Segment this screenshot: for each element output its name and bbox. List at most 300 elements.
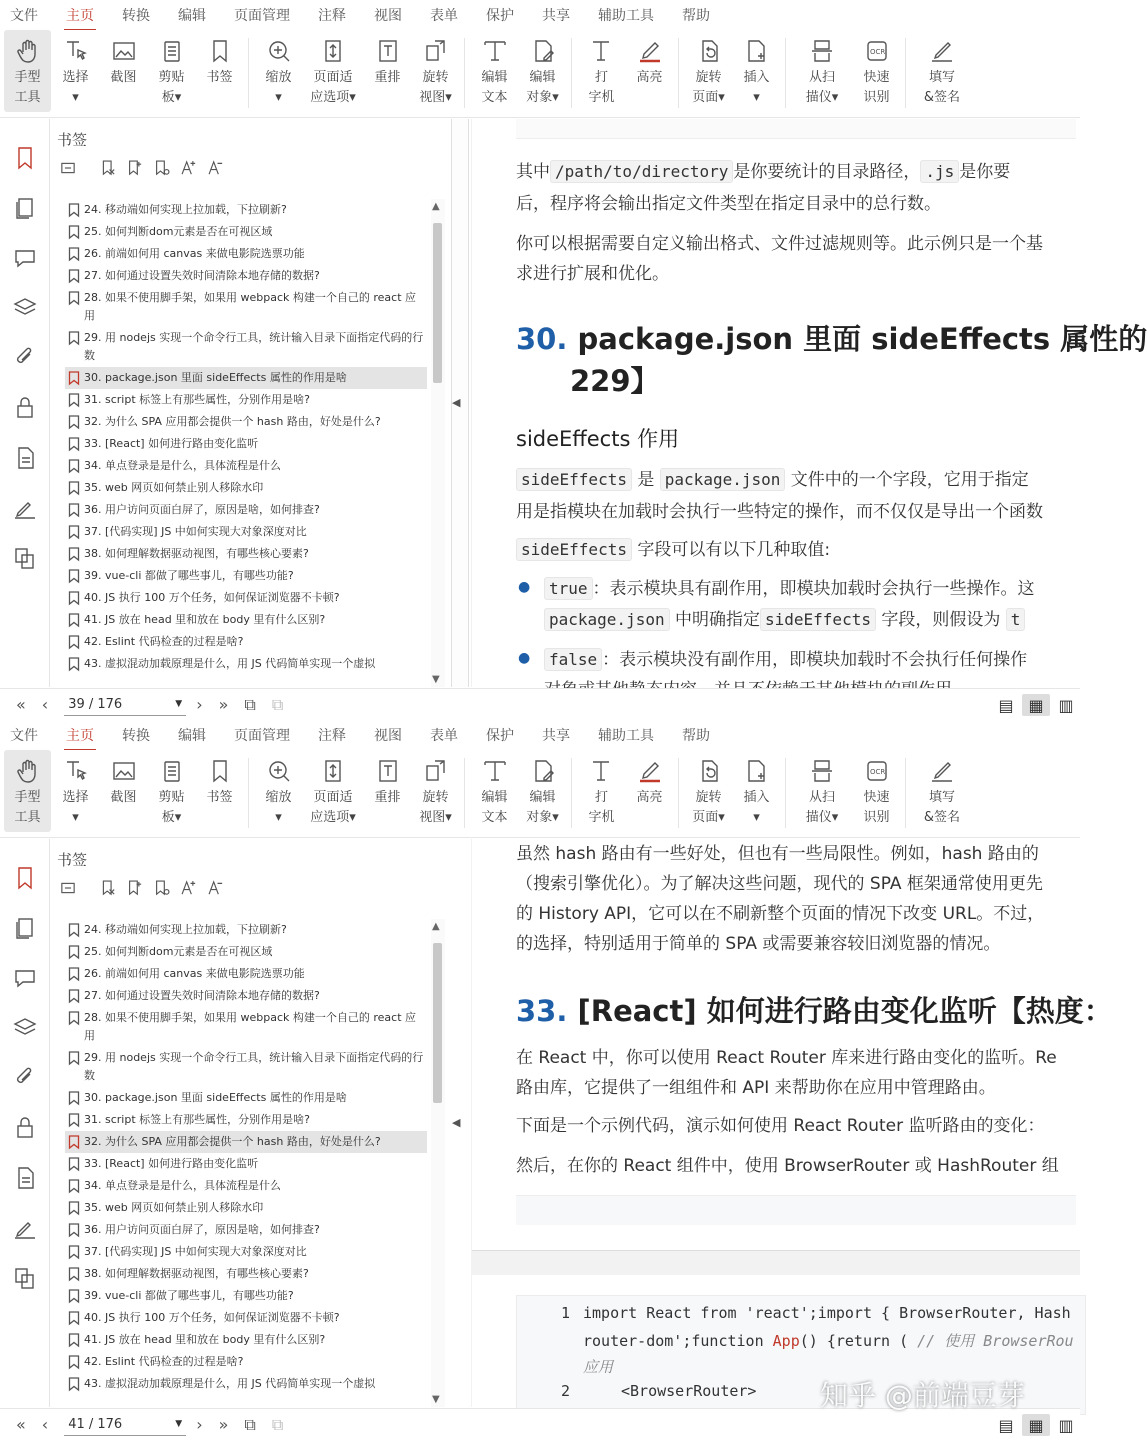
bookmark-item[interactable] — [65, 565, 427, 587]
dropdown-caret-icon: ▼ — [175, 1419, 183, 1429]
delete-bookmark-icon[interactable] — [95, 157, 121, 179]
toolbar-button-sign[interactable] — [912, 750, 972, 832]
toolbar-button-clipboard[interactable] — [148, 30, 195, 112]
bookmark-item[interactable] — [65, 1131, 427, 1153]
watermark: 知乎 @前端豆芽 — [820, 1379, 1025, 1412]
bookmark-item-label: 35. web 网页如何禁止别人移除水印 — [84, 481, 264, 494]
toolbar-button-sign[interactable] — [912, 30, 972, 112]
bookmark-item-icon — [68, 245, 84, 263]
svg-text:OCR: OCR — [869, 48, 885, 56]
toolbar-button-label: 从扫 描仪▾ — [805, 70, 839, 105]
first-page-icon[interactable]: « — [16, 695, 26, 714]
bookmark-item[interactable] — [65, 367, 427, 389]
menu-page-manage[interactable]: 页面管理 — [234, 8, 290, 24]
bookmark-panel-icon[interactable] — [12, 865, 38, 891]
highlight-icon — [635, 36, 665, 66]
toolbar-button-zoom[interactable] — [255, 750, 302, 832]
subsection-heading: sideEffects 作用 — [516, 427, 680, 451]
paragraph: 的 History API，它可以在不刷新整个页面的情况下改变 URL。不过， — [516, 904, 1045, 924]
menu-annotate[interactable]: 注释 — [318, 728, 346, 744]
bookmark-item[interactable] — [65, 411, 427, 433]
document-view — [471, 119, 1147, 687]
bookmark-item-icon — [68, 633, 84, 651]
menu-view[interactable]: 视图 — [374, 728, 402, 744]
bookmark-item-label: 27. 如何通过设置失效时间清除本地存储的数据? — [84, 269, 320, 282]
toolbar-button-label: 重排 — [374, 70, 401, 85]
toolbar-button-hand[interactable] — [4, 750, 51, 832]
bookmark-item-icon — [68, 943, 84, 961]
copy-page-icon[interactable]: ⧉ — [244, 694, 256, 714]
increase-font-icon[interactable] — [176, 877, 202, 899]
bookmark-item-label: 24. 移动端如何实现上拉加载，下拉刷新? — [84, 203, 287, 216]
reflow-icon — [373, 756, 403, 786]
pdf-page — [472, 119, 1147, 687]
bookmark-item-label: 26. 前端如何用 canvas 来做电影院选票功能 — [84, 247, 305, 260]
section-heading-cont: 229】 — [570, 364, 660, 398]
paragraph: 下面是一个示例代码，演示如何使用 React Router 监听路由的变化： — [516, 1116, 1045, 1136]
toolbar-separator — [785, 758, 786, 828]
bookmark-item-label: 32. 为什么 SPA 应用都会提供一个 hash 路由，好处是什么? — [84, 1135, 381, 1148]
bookmark-item-label: 35. web 网页如何禁止别人移除水印 — [84, 1201, 264, 1214]
toolbar-button-bookmark[interactable] — [196, 30, 243, 112]
bookmark-item-label: 40. JS 执行 100 万个任务，如何保证浏览器不卡顿? — [84, 1311, 340, 1324]
paragraph: sideEffects 字段可以有以下几种取值: — [516, 535, 830, 560]
bookmark-item[interactable] — [65, 963, 427, 985]
status-bar — [0, 688, 1080, 720]
toolbar-button-ocr[interactable] — [853, 30, 900, 112]
toolbar-button-reflow[interactable] — [364, 750, 411, 832]
section-heading: 33. [React] 如何进行路由变化监听【热度： — [516, 994, 1113, 1028]
bookmark-item-label: 42. Eslint 代码检查的过程是啥? — [84, 635, 244, 648]
bookmark-item[interactable] — [65, 521, 427, 543]
bookmark-item-icon — [68, 1049, 84, 1067]
bookmark-item[interactable] — [65, 1087, 427, 1109]
menu-file[interactable]: 文件 — [10, 8, 38, 24]
bookmark-item[interactable] — [65, 587, 427, 609]
bookmark-item-icon — [68, 1287, 84, 1305]
first-page-icon[interactable]: « — [16, 1415, 26, 1434]
bookmark-item-label: 31. script 标签上有那些属性，分别作用是啥? — [84, 1113, 310, 1126]
toolbar-button-label: 高亮 — [636, 70, 663, 85]
bookmark-item-icon — [68, 369, 84, 387]
pages-panel-icon[interactable] — [12, 195, 38, 221]
page-number-field[interactable] — [64, 1414, 186, 1436]
collapse-panel-icon[interactable]: ◀ — [452, 396, 461, 409]
bookmark-item[interactable] — [65, 543, 427, 565]
toolbar-button-select-cursor[interactable] — [52, 30, 99, 112]
toolbar-button-rotate-page[interactable] — [685, 30, 732, 112]
next-page-icon[interactable]: › — [196, 695, 203, 714]
add-bookmark-icon[interactable] — [122, 157, 148, 179]
bookmark-item-icon — [68, 1221, 84, 1239]
pages-panel-icon[interactable] — [12, 915, 38, 941]
bookmark-item[interactable] — [65, 287, 427, 327]
rotate-view-icon — [421, 756, 451, 786]
toolbar-button-label: 旋转 页面▾ — [692, 70, 725, 105]
layers-panel-icon[interactable] — [12, 295, 38, 321]
menu-help[interactable]: 帮助 — [682, 728, 710, 744]
toolbar-separator — [785, 38, 786, 108]
bookmark-item-label: 30. package.json 里面 sideEffects 属性的作用是啥 — [84, 371, 347, 384]
bookmark-item[interactable] — [65, 1241, 427, 1263]
document-panel-icon[interactable] — [12, 445, 38, 471]
prev-page-icon[interactable]: ‹ — [41, 1415, 49, 1434]
bookmark-scrollbar[interactable] — [431, 199, 445, 687]
toolbar-separator — [678, 38, 679, 108]
continuous-view-icon[interactable]: ▦ — [1022, 1414, 1050, 1436]
paragraph: 在 React 中，你可以使用 React Router 库来进行路由变化的监听。Re — [516, 1048, 1057, 1068]
menu-accessibility[interactable]: 辅助工具 — [598, 728, 654, 744]
bookmark-item[interactable] — [65, 389, 427, 411]
toolbar-button-clipboard[interactable] — [148, 750, 195, 832]
menu-home[interactable]: 主页 — [66, 5, 94, 25]
paragraph: 你可以根据需要自定义输出格式、文件过滤规则等。此示例只是一个基 — [516, 234, 1043, 254]
toolbar-button-label: 剪贴 板▾ — [158, 70, 185, 105]
rotate-view-icon — [421, 36, 451, 66]
bookmark-item[interactable] — [65, 631, 427, 653]
bookmark-item-icon — [68, 1089, 84, 1107]
scroll-up-icon[interactable]: ▲ — [432, 201, 440, 212]
toolbar-button-label: 从扫 描仪▾ — [805, 790, 839, 825]
toolbar-button-label: 编辑 对象▾ — [526, 790, 559, 825]
toolbar-button-ocr[interactable] — [853, 750, 900, 832]
bookmark-item[interactable] — [65, 1351, 427, 1373]
bookmark-properties-icon[interactable] — [149, 157, 175, 179]
fit-page-icon — [318, 36, 348, 66]
toolbar-gap — [82, 157, 94, 179]
toolbar-button-label: 缩放 ▾ — [265, 790, 292, 825]
scanner-icon — [807, 36, 837, 66]
rotate-page-icon — [694, 756, 724, 786]
bookmark-item[interactable] — [65, 1197, 427, 1219]
list-item: false ：表示模块没有副作用，即模块加载时不会执行任何操作 — [544, 645, 1027, 670]
compare-panel-icon[interactable] — [12, 545, 38, 571]
bookmark-list — [65, 919, 431, 1395]
scroll-down-icon[interactable]: ▼ — [432, 1394, 440, 1405]
toolbar-button-zoom[interactable] — [255, 30, 302, 112]
bookmark-item-icon — [68, 1111, 84, 1129]
page-indicator: 41 / 176 — [68, 1416, 123, 1432]
two-page-view-icon[interactable]: ▥ — [1058, 1415, 1074, 1435]
paste-page-icon[interactable]: ⧉ — [271, 694, 284, 714]
toolbar-button-highlight[interactable] — [626, 750, 673, 832]
bookmark-item[interactable] — [65, 1007, 427, 1047]
code-line-number: 2 — [561, 1382, 571, 1400]
toolbar-button-typewriter[interactable] — [578, 750, 625, 832]
scroll-down-icon[interactable]: ▼ — [432, 674, 440, 685]
toolbar-button-insert[interactable] — [733, 750, 780, 832]
toolbar-button-rotate-page[interactable] — [685, 750, 732, 832]
menu-convert[interactable]: 转换 — [122, 728, 150, 744]
delete-bookmark-icon[interactable] — [95, 877, 121, 899]
bookmark-item-icon — [68, 545, 84, 563]
bookmarks-panel — [51, 119, 451, 687]
bookmark-item-label: 38. 如何理解数据驱动视图，有哪些核心要素? — [84, 1267, 309, 1280]
bookmark-panel-icon[interactable] — [12, 145, 38, 171]
last-page-icon[interactable]: » — [218, 695, 229, 714]
toolbar-button-highlight[interactable] — [626, 30, 673, 112]
menu-page-manage[interactable]: 页面管理 — [234, 728, 290, 744]
toolbar-button-fit-page[interactable] — [303, 750, 363, 832]
scroll-thumb[interactable] — [433, 943, 442, 1103]
prev-page-icon[interactable]: ‹ — [41, 695, 49, 714]
scanner-icon — [807, 756, 837, 786]
toolbar-button-edit-text[interactable] — [471, 30, 518, 112]
toolbar-button-scanner[interactable] — [792, 30, 852, 112]
code-line: import React from 'react';import { BrowserRouter, Hash — [583, 1304, 1071, 1322]
bookmark-item[interactable] — [65, 1175, 427, 1197]
security-panel-icon[interactable] — [12, 395, 38, 421]
bookmark-icon — [205, 756, 235, 786]
bookmark-item[interactable] — [65, 1153, 427, 1175]
single-page-view-icon[interactable]: ▤ — [998, 695, 1014, 715]
two-page-view-icon[interactable]: ▥ — [1058, 695, 1074, 715]
bookmark-item-icon — [68, 289, 84, 307]
list-item-cont: package.json 中明确指定 sideEffects 字段，则假设为 t — [544, 605, 1025, 630]
menu-edit[interactable]: 编辑 — [178, 728, 206, 744]
toolbar-button-label: 打 字机 — [588, 790, 615, 825]
toolbar-button-rotate-view[interactable] — [412, 30, 459, 112]
code-block-end — [516, 1195, 1076, 1225]
page-top-strip — [516, 119, 1076, 139]
toolbar-button-screenshot[interactable] — [100, 30, 147, 112]
toolbar-button-rotate-view[interactable] — [412, 750, 459, 832]
bookmark-item-label: 39. vue-cli 都做了哪些事儿，有哪些功能? — [84, 569, 294, 582]
expand-all-icon[interactable] — [55, 877, 81, 899]
copy-page-icon[interactable]: ⧉ — [244, 1414, 256, 1434]
bookmark-item-icon — [68, 655, 84, 673]
toolbar-button-select-cursor[interactable] — [52, 750, 99, 832]
bookmark-item[interactable] — [65, 1263, 427, 1285]
menu-accessibility[interactable]: 辅助工具 — [598, 8, 654, 24]
security-panel-icon[interactable] — [12, 1115, 38, 1141]
bookmark-item-label: 42. Eslint 代码检查的过程是啥? — [84, 1355, 244, 1368]
bookmark-item-icon — [68, 1265, 84, 1283]
ocr-icon — [862, 36, 892, 66]
bullet-dot: ● — [518, 579, 531, 595]
bookmark-item-icon — [68, 201, 84, 219]
continuous-view-icon[interactable]: ▦ — [1022, 694, 1050, 716]
single-page-view-icon[interactable]: ▤ — [998, 1415, 1014, 1435]
bookmark-item[interactable] — [65, 919, 427, 941]
paragraph: 用是指模块在加载时会执行一些特定的操作，而不仅仅是导出一个函数 — [516, 502, 1043, 522]
menu-annotate[interactable]: 注释 — [318, 8, 346, 24]
toolbar-separator — [571, 38, 572, 108]
bookmark-item-icon — [68, 267, 84, 285]
toolbar-button-reflow[interactable] — [364, 30, 411, 112]
bookmark-item[interactable] — [65, 433, 427, 455]
menu-form[interactable]: 表单 — [430, 8, 458, 24]
view-mode-buttons — [990, 1414, 1080, 1436]
bookmark-item[interactable] — [65, 477, 427, 499]
attachments-panel-icon[interactable] — [12, 345, 38, 371]
toolbar-button-label: 编辑 对象▾ — [526, 70, 559, 105]
bookmark-scrollbar[interactable] — [431, 919, 445, 1407]
bookmarks-title: 书签 — [57, 131, 88, 149]
zoom-icon — [264, 756, 294, 786]
scroll-up-icon[interactable]: ▲ — [432, 921, 440, 932]
menu-bar — [0, 0, 1080, 30]
toolbar-button-label: 编辑 文本 — [481, 70, 508, 105]
bookmark-item[interactable] — [65, 609, 427, 631]
side-icon-rail — [0, 839, 50, 1407]
bookmark-item[interactable] — [65, 455, 427, 477]
toolbar-button-label: 缩放 ▾ — [265, 70, 292, 105]
expand-all-icon[interactable] — [55, 157, 81, 179]
typewriter-icon — [587, 756, 617, 786]
compare-panel-icon[interactable] — [12, 1265, 38, 1291]
bookmark-item[interactable] — [65, 1219, 427, 1241]
paragraph: 然后，在你的 React 组件中，使用 BrowserRouter 或 HashRouter 组 — [516, 1156, 1059, 1176]
paragraph: 路由库，它提供了一组组件和 API 来帮助你在应用中管理路由。 — [516, 1078, 996, 1098]
toolbar-separator — [464, 758, 465, 828]
bookmark-item-label: 30. package.json 里面 sideEffects 属性的作用是啥 — [84, 1091, 347, 1104]
page-number-field[interactable] — [64, 694, 186, 716]
toolbar-button-label: 选择 ▾ — [62, 70, 89, 105]
decrease-font-icon[interactable] — [203, 157, 229, 179]
menu-convert[interactable]: 转换 — [122, 8, 150, 24]
bookmark-item-label: 36. 用户访问页面白屏了，原因是啥，如何排查? — [84, 1223, 320, 1236]
menu-home[interactable]: 主页 — [66, 725, 94, 745]
toolbar-button-edit-object[interactable] — [519, 750, 566, 832]
collapse-panel-icon[interactable]: ◀ — [452, 1116, 461, 1129]
toolbar-gap — [82, 877, 94, 899]
side-icon-rail — [0, 119, 50, 687]
toolbar-button-label: 插入 ▾ — [743, 70, 770, 105]
paragraph: 其中 /path/to/directory 是你要统计的目录路径， .js 是你要 — [516, 162, 1011, 182]
comments-panel-icon[interactable] — [12, 965, 38, 991]
document-panel-icon[interactable] — [12, 1165, 38, 1191]
bookmark-item-icon — [68, 1375, 84, 1393]
bookmark-item[interactable] — [65, 243, 427, 265]
bookmark-item-label: 36. 用户访问页面白屏了，原因是啥，如何排查? — [84, 503, 320, 516]
toolbar-button-label: 编辑 文本 — [481, 790, 508, 825]
bookmark-item[interactable] — [65, 1109, 427, 1131]
toolbar-button-label: 截图 — [110, 790, 137, 805]
bookmark-item[interactable] — [65, 985, 427, 1007]
signature-panel-icon[interactable] — [12, 495, 38, 521]
toolbar-button-edit-object[interactable] — [519, 30, 566, 112]
toolbar-button-label: 剪贴 板▾ — [158, 790, 185, 825]
hand-icon — [13, 36, 43, 66]
hand-icon — [13, 756, 43, 786]
typewriter-icon — [587, 36, 617, 66]
bookmark-item[interactable] — [65, 499, 427, 521]
bookmark-item[interactable] — [65, 1047, 427, 1087]
add-bookmark-icon[interactable] — [122, 877, 148, 899]
bookmark-item[interactable] — [65, 265, 427, 287]
comments-panel-icon[interactable] — [12, 245, 38, 271]
sign-icon — [927, 756, 957, 786]
bookmark-item[interactable] — [65, 327, 427, 367]
edit-text-icon — [480, 36, 510, 66]
toolbar-button-typewriter[interactable] — [578, 30, 625, 112]
next-page-icon[interactable]: › — [196, 1415, 203, 1434]
bookmark-item[interactable] — [65, 221, 427, 243]
toolbar-button-label: 旋转 视图▾ — [419, 790, 452, 825]
toolbar-button-screenshot[interactable] — [100, 750, 147, 832]
bookmark-item[interactable] — [65, 1329, 427, 1351]
select-cursor-icon — [61, 36, 91, 66]
dropdown-caret-icon: ▼ — [175, 699, 183, 709]
attachments-panel-icon[interactable] — [12, 1065, 38, 1091]
svg-text:OCR: OCR — [869, 768, 885, 776]
bookmark-item-label: 40. JS 执行 100 万个任务，如何保证浏览器不卡顿? — [84, 591, 340, 604]
bookmark-item-icon — [68, 1353, 84, 1371]
menu-share[interactable]: 共享 — [542, 8, 570, 24]
toolbar-button-bookmark[interactable] — [196, 750, 243, 832]
toolbar-button-edit-text[interactable] — [471, 750, 518, 832]
toolbar-separator — [678, 758, 679, 828]
toolbar-button-label: 书签 — [206, 790, 233, 805]
menu-view[interactable]: 视图 — [374, 8, 402, 24]
menu-share[interactable]: 共享 — [542, 728, 570, 744]
bookmarks-title: 书签 — [57, 851, 88, 869]
bookmark-item-icon — [68, 567, 84, 585]
bookmark-item-label: 29. 用 nodejs 实现一个命令行工具，统计输入目录下面指定代码的行数 — [84, 331, 424, 362]
toolbar-button-label: 选择 ▾ — [62, 790, 89, 825]
bookmark-item-label: 38. 如何理解数据驱动视图，有哪些核心要素? — [84, 547, 309, 560]
bookmark-item-icon — [68, 611, 84, 629]
bullet-dot: ● — [518, 650, 531, 666]
toolbar-separator — [905, 38, 906, 108]
bookmark-item[interactable] — [65, 1285, 427, 1307]
paste-page-icon[interactable]: ⧉ — [271, 1414, 284, 1434]
toolbar-button-label: 高亮 — [636, 790, 663, 805]
menu-file[interactable]: 文件 — [10, 728, 38, 744]
document-view — [471, 839, 1113, 1407]
decrease-font-icon[interactable] — [203, 877, 229, 899]
bookmark-item[interactable] — [65, 653, 427, 675]
signature-panel-icon[interactable] — [12, 1215, 38, 1241]
toolbar-button-fit-page[interactable] — [303, 30, 363, 112]
bookmark-item-icon — [68, 1177, 84, 1195]
bookmark-item-label: 27. 如何通过设置失效时间清除本地存储的数据? — [84, 989, 320, 1002]
bookmarks-panel — [51, 839, 451, 1407]
scroll-thumb[interactable] — [433, 223, 442, 383]
bookmark-item[interactable] — [65, 1373, 427, 1395]
menu-help[interactable]: 帮助 — [682, 8, 710, 24]
list-item: true ：表示模块具有副作用，即模块加载时会执行一些操作。这 — [544, 574, 1035, 599]
ocr-icon — [862, 756, 892, 786]
toolbar-button-insert[interactable] — [733, 30, 780, 112]
bookmark-item-icon — [68, 589, 84, 607]
bookmark-item[interactable] — [65, 941, 427, 963]
last-page-icon[interactable]: » — [218, 1415, 229, 1434]
menu-protect[interactable]: 保护 — [486, 728, 514, 744]
bookmark-item-icon — [68, 457, 84, 475]
ribbon-toolbar — [0, 750, 1080, 838]
bookmark-item-label: 43. 虚拟混动加载原理是什么，用 JS 代码简单实现一个虚拟 — [84, 1377, 376, 1390]
bookmark-properties-icon[interactable] — [149, 877, 175, 899]
paragraph: （搜索引擎优化）。为了解决这些问题，现代的 SPA 框架通常使用更先 — [516, 874, 1043, 894]
toolbar-button-hand[interactable] — [4, 30, 51, 112]
bookmark-item[interactable] — [65, 1307, 427, 1329]
bookmark-item-label: 37. [代码实现] JS 中如何实现大对象深度对比 — [84, 525, 307, 538]
menu-form[interactable]: 表单 — [430, 728, 458, 744]
clipboard-icon — [157, 756, 187, 786]
toolbar-button-scanner[interactable] — [792, 750, 852, 832]
increase-font-icon[interactable] — [176, 157, 202, 179]
menu-edit[interactable]: 编辑 — [178, 8, 206, 24]
bookmark-item-label: 32. 为什么 SPA 应用都会提供一个 hash 路由，好处是什么? — [84, 415, 381, 428]
layers-panel-icon[interactable] — [12, 1015, 38, 1041]
bookmark-item-icon — [68, 501, 84, 519]
bookmark-item[interactable] — [65, 199, 427, 221]
pdf-page — [472, 839, 1113, 1251]
menu-protect[interactable]: 保护 — [486, 8, 514, 24]
toolbar-button-label: 旋转 页面▾ — [692, 790, 725, 825]
